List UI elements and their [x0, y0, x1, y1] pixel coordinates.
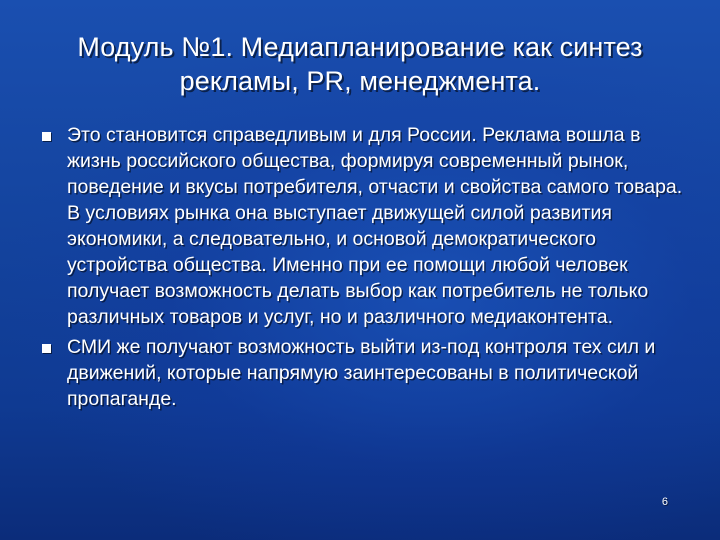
bullet-item — [40, 334, 690, 412]
bullet-text: Это становится справедливым и для России. Реклама вошла в жизнь российского общества, формируя современный рынок, поведение и вкусы потребителя, отчасти и свойства самого товара. В условиях рынка она выступает движущей силой развития экономики, а следовательно, и основой демократического устройства общества. Именно при ее помощи любой человек получает возможность делать выбор как потребитель не только различных товаров и услуг, но и различного медиаконтента. — [67, 124, 683, 328]
slide-content — [40, 122, 690, 416]
square-bullet-icon — [42, 344, 51, 353]
page-number: 6 — [661, 496, 668, 508]
slide-title: Модуль №1. Медиапланирование как синтез рекламы, PR, менеджмента. — [77, 32, 643, 96]
square-bullet-icon — [42, 132, 51, 141]
bullet-text: СМИ же получают возможность выйти из-под контроля тех сил и движений, которые напрямую заинтересованы в политической пропаганде. — [67, 336, 656, 410]
bullet-item — [40, 122, 690, 330]
